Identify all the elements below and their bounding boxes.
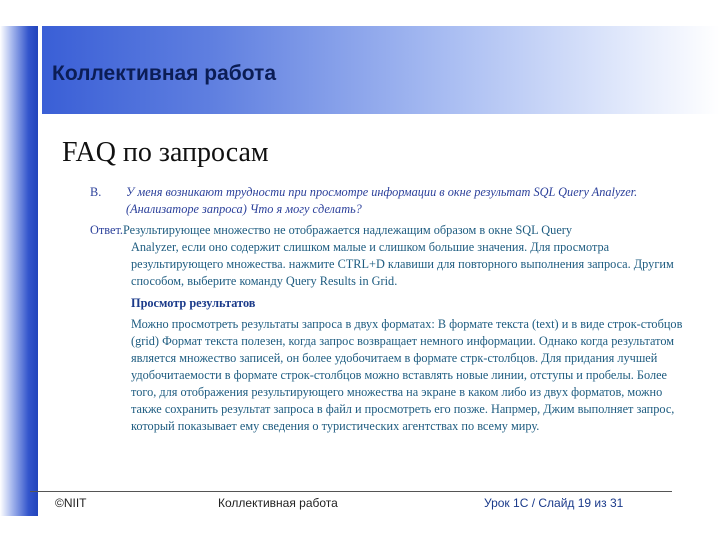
slide-title: FAQ по запросам xyxy=(62,137,269,168)
question-row xyxy=(90,184,686,218)
footer-copyright: ©NIIT xyxy=(55,496,87,510)
footer-slide-info: Урок 1C / Слайд 19 из 31 xyxy=(484,496,624,510)
header-title: Коллективная работа xyxy=(52,62,277,85)
footer-divider xyxy=(30,491,672,492)
footer-center-title: Коллективная работа xyxy=(218,496,338,510)
question-text: У меня возникают трудности при просмотре информации в окне результат SQL Query Analyzer. (Анализаторе запроса) Что я могу сделать? xyxy=(126,185,638,216)
question-label: В. xyxy=(90,185,102,199)
answer-label: Ответ. xyxy=(90,223,123,237)
answer-first-line: Результирующее множество не отображается надлежащим образом в окне SQL Query xyxy=(122,223,573,237)
answer-row xyxy=(90,222,686,239)
answer-text: Analyzer, если оно содержит слишком малые и слишком большие значения. Для просмотра результирующего множества. нажмите CTRL+D клавиши для повторного выполнения запроса. Другим способом, выберите команду Query Results in Grid. xyxy=(131,240,674,288)
results-subheading: Просмотр результатов xyxy=(131,296,256,310)
slide-content xyxy=(90,184,686,435)
header-band xyxy=(42,26,720,114)
results-paragraph: Можно просмотреть результаты запроса в двух форматах: В формате текста (text) и в виде строк-стобцов (grid) Формат текста полезен, когда запрос возвращает немного информации. Однако когда результатом является множество записей, он более удобочитаем в формате стрк-столбцов. Для придания лучшей удобочитаемости в формате строк-столбцов можно вставлять новые линии, отступы и пробелы. Более того, для отображения результирующего множества на экране в каком либо из двух форматов, можно также сохранить результат запроса в файл и просмотреть его позже. Напрмер, Джим выполняет запрос, который показывает ему сведения о туристических агентствах по всему миру. xyxy=(131,317,683,433)
left-gradient-bar xyxy=(0,26,38,516)
